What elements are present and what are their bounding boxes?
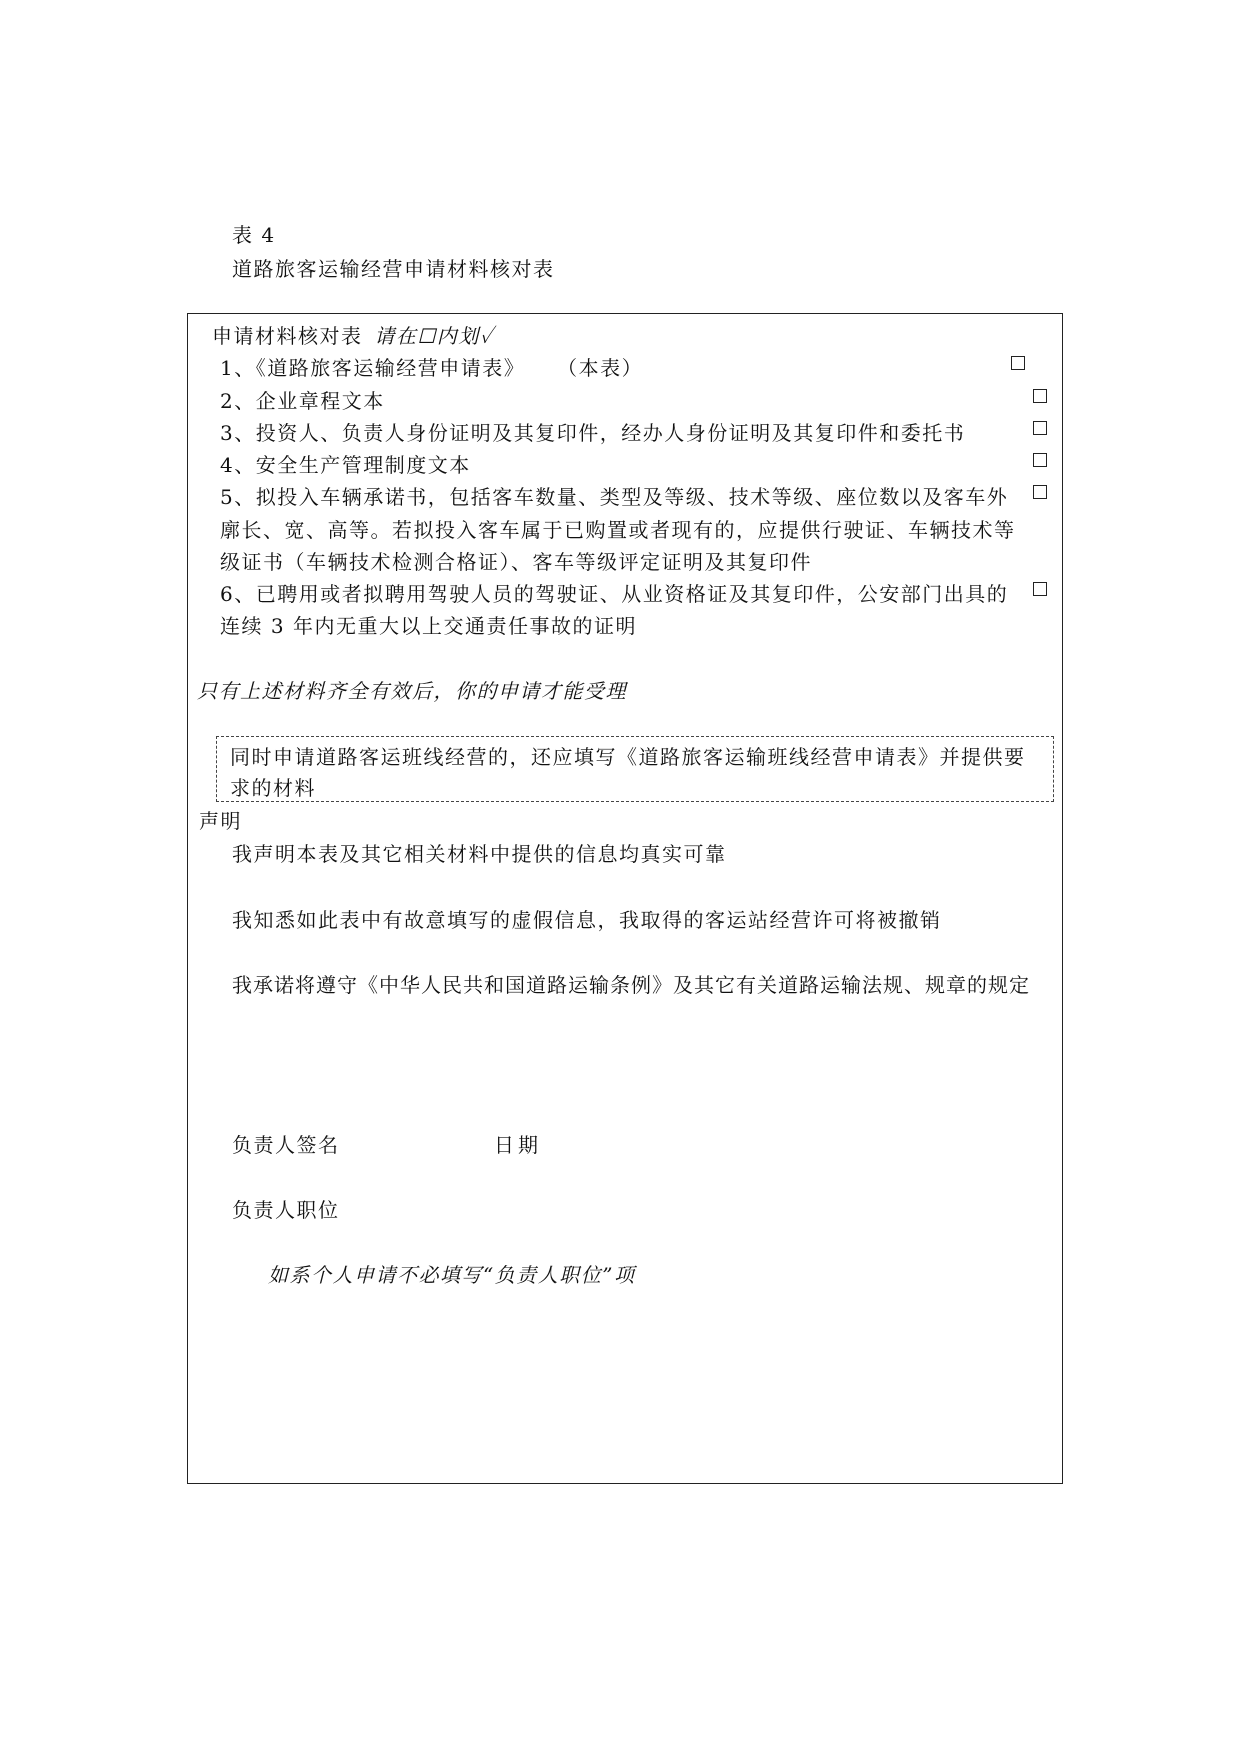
checklist-instruction: 请在☐内划✓ (374, 324, 495, 348)
checklist-heading-text: 申请材料核对表 (212, 324, 363, 348)
checklist-item-4: 4、安全生产管理制度文本 (220, 453, 471, 477)
checklist-item-6-line-2: 连续 3 年内无重大以上交通责任事故的证明 (220, 614, 637, 638)
checklist-item-5-line-3: 级证书（车辆技术检测合格证）、客车等级评定证明及其复印件 (220, 550, 812, 574)
position-footnote: 如系个人申请不必填写“负责人职位”项 (268, 1263, 636, 1287)
checklist-item-3: 3、投资人、负责人身份证明及其复印件，经办人身份证明及其复印件和委托书 (220, 421, 966, 445)
checkbox-item-1[interactable] (1011, 356, 1025, 370)
checkbox-item-3[interactable] (1033, 421, 1047, 435)
checklist-item-1: 1、《道路旅客运输经营申请表》 （本表） (220, 356, 644, 380)
dashed-note-line-2: 求的材料 (230, 776, 316, 800)
declaration-statement-1: 我声明本表及其它相关材料中提供的信息均真实可靠 (232, 842, 727, 866)
form-title: 道路旅客运输经营申请材料核对表 (232, 257, 555, 281)
table-number: 表 4 (232, 223, 276, 247)
position-label: 负责人职位 (232, 1198, 340, 1222)
date-label: 日期 (494, 1133, 542, 1157)
validity-note: 只有上述材料齐全有效后，你的申请才能受理 (197, 679, 627, 703)
checkbox-item-4[interactable] (1033, 453, 1047, 467)
dashed-note-line-1: 同时申请道路客运班线经营的，还应填写《道路旅客运输班线经营申请表》并提供要 (230, 745, 1026, 769)
checklist-heading (212, 320, 494, 349)
checklist-item-5-line-1: 5、拟投入车辆承诺书，包括客车数量、类型及等级、技术等级、座位数以及客车外 (220, 485, 1009, 509)
declaration-statement-2: 我知悉如此表中有故意填写的虚假信息，我取得的客运站经营许可将被撤销 (232, 908, 942, 932)
declaration-heading: 声明 (199, 809, 242, 833)
checkbox-item-6[interactable] (1033, 582, 1047, 596)
declaration-statement-3: 我承诺将遵守《中华人民共和国道路运输条例》及其它有关道路运输法规、规章的规定 (232, 973, 1030, 997)
checkbox-item-5[interactable] (1033, 485, 1047, 499)
checkbox-item-2[interactable] (1033, 389, 1047, 403)
checklist-item-5-line-2: 廓长、宽、高等。若拟投入客车属于已购置或者现有的，应提供行驶证、车辆技术等 (220, 518, 1016, 542)
checklist-item-2: 2、企业章程文本 (220, 389, 385, 413)
signature-label: 负责人签名 (232, 1133, 340, 1157)
checklist-item-6-line-1: 6、已聘用或者拟聘用驾驶人员的驾驶证、从业资格证及其复印件，公安部门出具的 (220, 582, 1009, 606)
